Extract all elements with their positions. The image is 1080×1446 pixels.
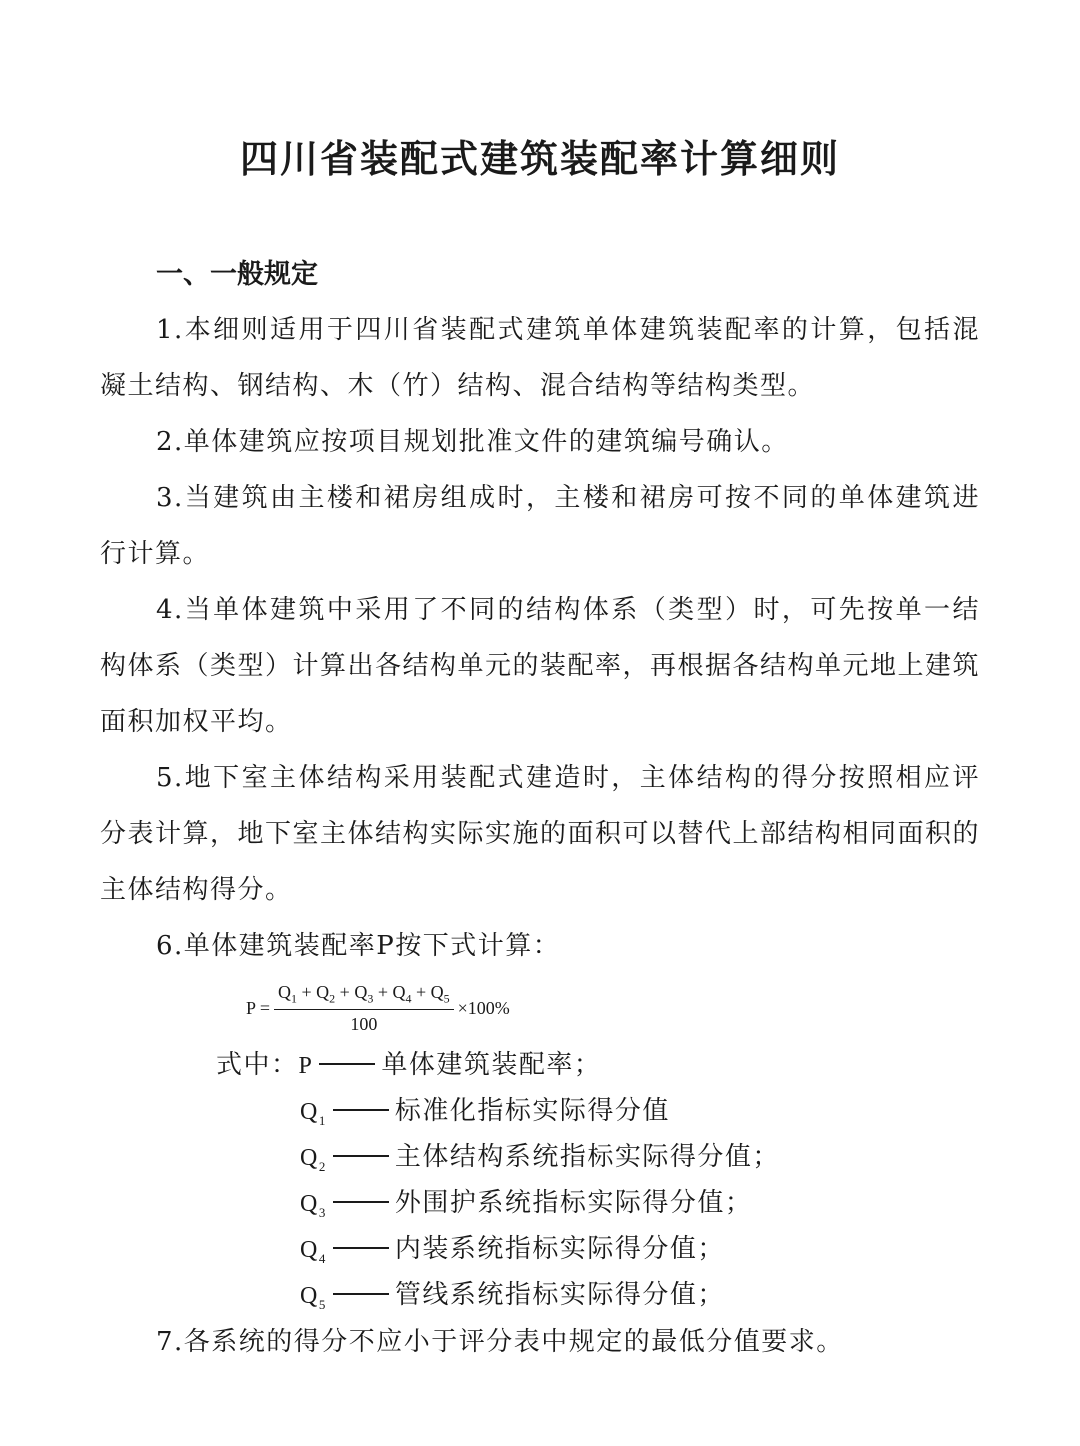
legend-symbol: $Q_3$ — [300, 1191, 327, 1220]
paragraph-7: 7.各系统的得分不应小于评分表中规定的最低分值要求。 — [156, 1327, 844, 1357]
document-title: 四川省装配式建筑装配率计算细则 — [239, 137, 840, 181]
legend-row-q4 — [300, 1228, 725, 1267]
formula-lhs: P = — [246, 997, 270, 1018]
legend-description: 主体结构系统指标实际得分值； — [394, 1142, 780, 1172]
paragraph-3: 3.当建筑由主楼和裙房组成时，主楼和裙房可按不同的单体建筑进行计算。 — [100, 483, 980, 569]
formula-fraction — [274, 982, 454, 1035]
formula-multiplier: ×100% — [457, 997, 510, 1018]
legend-symbol: $Q_5$ — [300, 1283, 327, 1312]
em-dash — [333, 1247, 389, 1249]
legend-description: 标准化指标实际得分值 — [394, 1096, 670, 1126]
legend-symbol: $Q_1$ — [300, 1099, 327, 1128]
em-dash — [333, 1201, 389, 1203]
paragraph-4: 4.当单体建筑中采用了不同的结构体系（类型）时，可先按单一结构体系（类型）计算出各结构单元的装配率，再根据各结构单元地上建筑面积加权平均。 — [100, 595, 981, 737]
legend-symbol: P — [298, 1053, 314, 1079]
legend-row-q1 — [300, 1090, 670, 1129]
legend-prefix: 式中： — [216, 1050, 299, 1080]
legend-row-q5 — [300, 1274, 725, 1313]
legend-symbol: $Q_4$ — [300, 1237, 327, 1266]
legend-row-q2 — [300, 1136, 780, 1175]
em-dash — [333, 1109, 389, 1111]
paragraph-5: 5.地下室主体结构采用装配式建造时，主体结构的得分按照相应评分表计算，地下室主体结构实际实施的面积可以替代上部结构相同面积的主体结构得分。 — [100, 763, 981, 905]
legend-description: 管线系统指标实际得分值； — [394, 1280, 725, 1310]
em-dash — [319, 1063, 375, 1065]
paragraph-2: 2.单体建筑应按项目规划批准文件的建筑编号确认。 — [156, 427, 789, 457]
formula-denominator: 100 — [350, 1013, 378, 1034]
paragraph-1: 1.本细则适用于四川省装配式建筑单体建筑装配率的计算，包括混凝土结构、钢结构、木（竹）结构、混合结构等结构类型。 — [100, 315, 980, 401]
legend-symbol: $Q_2$ — [300, 1145, 327, 1174]
assembly-rate-formula — [246, 982, 510, 1035]
paragraph-6: 6.单体建筑装配率P按下式计算： — [156, 931, 561, 961]
section-heading: 一、一般规定 — [156, 259, 318, 290]
legend-row-p — [216, 1044, 601, 1083]
legend-description: 内装系统指标实际得分值； — [394, 1234, 725, 1264]
em-dash — [333, 1155, 389, 1157]
em-dash — [333, 1293, 389, 1295]
legend-description: 外围护系统指标实际得分值； — [394, 1188, 753, 1218]
legend-description: 单体建筑装配率； — [381, 1050, 602, 1080]
legend-row-q3 — [300, 1182, 752, 1221]
formula-numerator: $Q_1 + Q_2 + Q_3 + Q_4 + Q_5$ — [274, 982, 454, 1010]
